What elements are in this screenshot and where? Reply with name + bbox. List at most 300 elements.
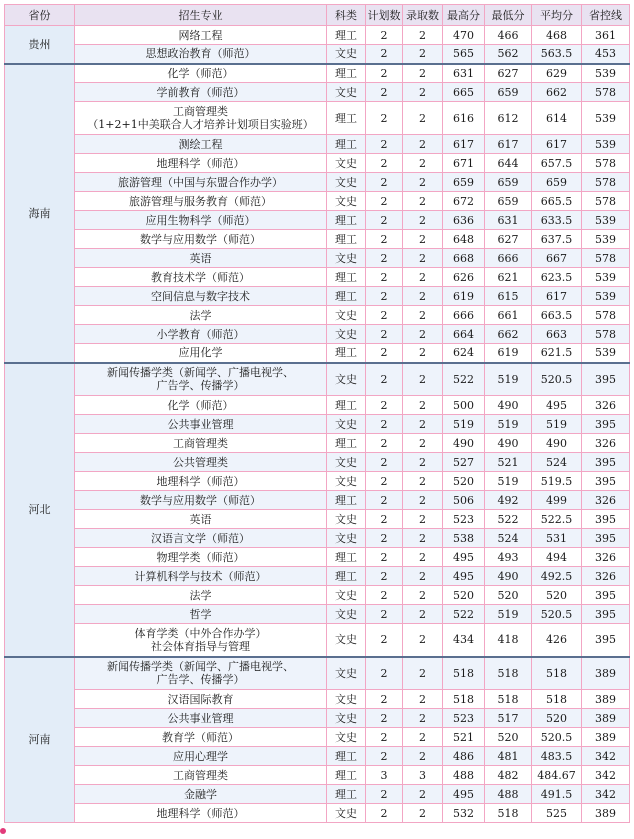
category-cell: 文史 — [327, 586, 366, 605]
control-line-cell: 578 — [582, 249, 630, 268]
category-cell: 文史 — [327, 83, 366, 102]
min-score-cell: 615 — [485, 287, 532, 306]
table-row — [5, 785, 630, 804]
admitted-cell: 2 — [403, 26, 443, 45]
major-cell — [75, 728, 327, 747]
major-line: 工商管理类 — [173, 768, 228, 782]
max-score-cell: 532 — [443, 804, 485, 823]
admission-score-table — [4, 4, 630, 823]
min-score-cell: 621 — [485, 268, 532, 287]
avg-score-cell: 637.5 — [532, 230, 582, 249]
max-score-cell: 626 — [443, 268, 485, 287]
admitted-cell: 3 — [403, 766, 443, 785]
major-line: 广告学、传播学） — [156, 379, 245, 393]
major-cell — [75, 491, 327, 510]
plan-cell: 2 — [366, 709, 403, 728]
control-line-cell: 389 — [582, 728, 630, 747]
major-cell — [75, 344, 327, 363]
max-score-cell: 523 — [443, 709, 485, 728]
control-line-cell: 326 — [582, 548, 630, 567]
plan-cell: 2 — [366, 249, 403, 268]
major-line: 地理科学（师范） — [156, 806, 245, 820]
max-score-cell: 506 — [443, 491, 485, 510]
max-score-cell: 522 — [443, 363, 485, 396]
max-score-cell: 616 — [443, 102, 485, 135]
admitted-cell: 2 — [403, 230, 443, 249]
min-score-cell: 619 — [485, 344, 532, 363]
admitted-cell: 2 — [403, 135, 443, 154]
max-score-cell: 624 — [443, 344, 485, 363]
max-score-cell: 495 — [443, 548, 485, 567]
category-cell: 文史 — [327, 709, 366, 728]
major-line: 数学与应用数学（师范） — [140, 493, 261, 507]
table-row — [5, 529, 630, 548]
control-line-cell: 578 — [582, 192, 630, 211]
admitted-cell: 2 — [403, 785, 443, 804]
control-line-cell: 395 — [582, 510, 630, 529]
avg-score-cell: 531 — [532, 529, 582, 548]
plan-cell: 2 — [366, 491, 403, 510]
avg-score-cell: 617 — [532, 287, 582, 306]
control-line-cell: 578 — [582, 83, 630, 102]
control-line-cell: 395 — [582, 453, 630, 472]
admitted-cell: 2 — [403, 249, 443, 268]
max-score-cell: 518 — [443, 657, 485, 690]
table-row — [5, 211, 630, 230]
avg-score-cell: 621.5 — [532, 344, 582, 363]
avg-score-cell: 518 — [532, 657, 582, 690]
category-cell: 文史 — [327, 728, 366, 747]
major-cell — [75, 396, 327, 415]
admitted-cell: 2 — [403, 567, 443, 586]
min-score-cell: 662 — [485, 325, 532, 344]
plan-cell: 2 — [366, 45, 403, 64]
max-score-cell: 664 — [443, 325, 485, 344]
admitted-cell: 2 — [403, 192, 443, 211]
page-corner-mark — [0, 828, 6, 834]
admitted-cell: 2 — [403, 728, 443, 747]
max-score-cell: 523 — [443, 510, 485, 529]
category-cell: 理工 — [327, 211, 366, 230]
control-line-cell: 395 — [582, 415, 630, 434]
avg-score-cell: 494 — [532, 548, 582, 567]
max-score-cell: 672 — [443, 192, 485, 211]
max-score-cell: 500 — [443, 396, 485, 415]
admitted-cell: 2 — [403, 363, 443, 396]
min-score-cell: 659 — [485, 83, 532, 102]
admitted-cell: 2 — [403, 344, 443, 363]
plan-cell: 2 — [366, 657, 403, 690]
plan-cell: 2 — [366, 306, 403, 325]
admitted-cell: 2 — [403, 415, 443, 434]
control-line-cell: 539 — [582, 64, 630, 83]
avg-score-cell: 499 — [532, 491, 582, 510]
category-cell: 理工 — [327, 102, 366, 135]
control-line-cell: 389 — [582, 690, 630, 709]
major-line: 地理科学（师范） — [156, 156, 245, 170]
min-score-cell: 518 — [485, 657, 532, 690]
category-cell: 文史 — [327, 154, 366, 173]
major-cell — [75, 605, 327, 624]
major-line: 应用生物科学（师范） — [145, 213, 256, 227]
control-line-cell: 389 — [582, 804, 630, 823]
admitted-cell: 2 — [403, 287, 443, 306]
table-row — [5, 249, 630, 268]
major-cell — [75, 325, 327, 344]
major-cell — [75, 249, 327, 268]
table-row — [5, 624, 630, 657]
table-row — [5, 45, 630, 64]
avg-score-cell: 525 — [532, 804, 582, 823]
table-row — [5, 472, 630, 491]
plan-cell: 2 — [366, 785, 403, 804]
major-cell — [75, 657, 327, 690]
category-cell: 理工 — [327, 567, 366, 586]
major-line: 工商管理类 — [173, 105, 228, 118]
control-line-cell: 395 — [582, 529, 630, 548]
major-line: 应用化学 — [178, 346, 223, 360]
major-line: 英语 — [189, 512, 212, 526]
max-score-cell: 486 — [443, 747, 485, 766]
table-row — [5, 230, 630, 249]
table-row — [5, 690, 630, 709]
min-score-cell: 519 — [485, 472, 532, 491]
avg-score-cell: 522.5 — [532, 510, 582, 529]
admitted-cell: 2 — [403, 173, 443, 192]
min-score-cell: 490 — [485, 567, 532, 586]
plan-cell: 2 — [366, 690, 403, 709]
major-cell — [75, 586, 327, 605]
major-line: 化学（师范） — [167, 398, 234, 412]
province-cell: 河北 — [5, 363, 75, 657]
control-line-cell: 395 — [582, 586, 630, 605]
avg-score-cell: 657.5 — [532, 154, 582, 173]
major-line: 法学 — [189, 308, 212, 322]
table-row — [5, 154, 630, 173]
header-row — [5, 5, 630, 26]
max-score-cell: 495 — [443, 567, 485, 586]
admitted-cell: 2 — [403, 211, 443, 230]
plan-cell: 2 — [366, 624, 403, 657]
avg-score-cell: 563.5 — [532, 45, 582, 64]
min-score-cell: 661 — [485, 306, 532, 325]
table-row — [5, 657, 630, 690]
major-line: 计算机科学与技术（师范） — [134, 569, 267, 583]
major-line: 测绘工程 — [178, 137, 223, 151]
plan-cell: 2 — [366, 26, 403, 45]
plan-cell: 3 — [366, 766, 403, 785]
control-line-cell: 326 — [582, 567, 630, 586]
control-line-cell: 326 — [582, 396, 630, 415]
avg-score-cell: 519.5 — [532, 472, 582, 491]
admitted-cell: 2 — [403, 472, 443, 491]
max-score-cell: 665 — [443, 83, 485, 102]
admitted-cell: 2 — [403, 709, 443, 728]
min-score-cell: 482 — [485, 766, 532, 785]
avg-score-cell: 524 — [532, 453, 582, 472]
category-cell: 理工 — [327, 230, 366, 249]
admitted-cell: 2 — [403, 491, 443, 510]
min-score-cell: 518 — [485, 804, 532, 823]
max-score-cell: 666 — [443, 306, 485, 325]
control-line-cell: 539 — [582, 344, 630, 363]
table-row — [5, 268, 630, 287]
plan-cell: 2 — [366, 135, 403, 154]
header-major: 招生专业 — [75, 5, 327, 26]
min-score-cell: 520 — [485, 586, 532, 605]
plan-cell: 2 — [366, 605, 403, 624]
major-line: 金融学 — [184, 787, 217, 801]
plan-cell: 2 — [366, 211, 403, 230]
major-cell — [75, 453, 327, 472]
min-score-cell: 520 — [485, 728, 532, 747]
major-line: 法学 — [189, 588, 212, 602]
major-cell — [75, 173, 327, 192]
avg-score-cell: 623.5 — [532, 268, 582, 287]
control-line-cell: 578 — [582, 306, 630, 325]
major-cell — [75, 26, 327, 45]
admitted-cell: 2 — [403, 586, 443, 605]
plan-cell: 2 — [366, 453, 403, 472]
max-score-cell: 565 — [443, 45, 485, 64]
header-min-score: 最低分 — [485, 5, 532, 26]
min-score-cell: 666 — [485, 249, 532, 268]
major-cell — [75, 102, 327, 135]
header-max-score: 最高分 — [443, 5, 485, 26]
control-line-cell: 326 — [582, 434, 630, 453]
control-line-cell: 389 — [582, 709, 630, 728]
plan-cell: 2 — [366, 472, 403, 491]
table-row — [5, 804, 630, 823]
control-line-cell: 395 — [582, 605, 630, 624]
plan-cell: 2 — [366, 804, 403, 823]
admitted-cell: 2 — [403, 268, 443, 287]
major-line: 小学教育（师范） — [156, 327, 245, 341]
header-avg-score: 平均分 — [532, 5, 582, 26]
min-score-cell: 519 — [485, 605, 532, 624]
category-cell: 文史 — [327, 192, 366, 211]
table-row — [5, 415, 630, 434]
avg-score-cell: 663 — [532, 325, 582, 344]
avg-score-cell: 468 — [532, 26, 582, 45]
category-cell: 理工 — [327, 344, 366, 363]
control-line-cell: 342 — [582, 766, 630, 785]
admitted-cell: 2 — [403, 529, 443, 548]
major-line: 学前教育（师范） — [156, 85, 245, 99]
major-cell — [75, 548, 327, 567]
major-cell — [75, 192, 327, 211]
avg-score-cell: 520.5 — [532, 728, 582, 747]
max-score-cell: 488 — [443, 766, 485, 785]
min-score-cell: 493 — [485, 548, 532, 567]
category-cell: 文史 — [327, 45, 366, 64]
max-score-cell: 519 — [443, 415, 485, 434]
major-line: 思想政治教育（师范） — [145, 47, 256, 61]
header-plan: 计划数 — [366, 5, 403, 26]
admitted-cell: 2 — [403, 605, 443, 624]
major-line: 应用心理学 — [173, 749, 228, 763]
min-score-cell: 418 — [485, 624, 532, 657]
max-score-cell: 671 — [443, 154, 485, 173]
plan-cell: 2 — [366, 510, 403, 529]
category-cell: 文史 — [327, 624, 366, 657]
control-line-cell: 539 — [582, 135, 630, 154]
major-cell — [75, 64, 327, 83]
major-line: 公共事业管理 — [167, 417, 234, 431]
min-score-cell: 522 — [485, 510, 532, 529]
category-cell: 文史 — [327, 173, 366, 192]
min-score-cell: 521 — [485, 453, 532, 472]
plan-cell: 2 — [366, 529, 403, 548]
category-cell: 理工 — [327, 287, 366, 306]
major-cell — [75, 363, 327, 396]
avg-score-cell: 483.5 — [532, 747, 582, 766]
major-line: 新闻传播学类（新闻学、广播电视学、 — [107, 366, 294, 380]
major-cell — [75, 154, 327, 173]
plan-cell: 2 — [366, 567, 403, 586]
major-line: （1+2+1中美联合人才培养计划项目实验班） — [87, 118, 314, 131]
major-line: 汉语言文学（师范） — [151, 531, 250, 545]
major-line: 公共管理类 — [173, 455, 228, 469]
max-score-cell: 668 — [443, 249, 485, 268]
control-line-cell: 539 — [582, 268, 630, 287]
table-row — [5, 491, 630, 510]
admitted-cell: 2 — [403, 396, 443, 415]
header-category: 科类 — [327, 5, 366, 26]
major-line: 工商管理类 — [173, 436, 228, 450]
avg-score-cell: 663.5 — [532, 306, 582, 325]
avg-score-cell: 520.5 — [532, 605, 582, 624]
plan-cell: 2 — [366, 728, 403, 747]
major-line: 公共事业管理 — [167, 711, 234, 725]
min-score-cell: 631 — [485, 211, 532, 230]
major-line: 社会体育指导与管理 — [151, 639, 250, 653]
control-line-cell: 389 — [582, 657, 630, 690]
min-score-cell: 659 — [485, 192, 532, 211]
max-score-cell: 520 — [443, 472, 485, 491]
plan-cell: 2 — [366, 230, 403, 249]
table-row — [5, 173, 630, 192]
plan-cell: 2 — [366, 173, 403, 192]
category-cell: 文史 — [327, 510, 366, 529]
plan-cell: 2 — [366, 102, 403, 135]
min-score-cell: 617 — [485, 135, 532, 154]
major-cell — [75, 529, 327, 548]
major-line: 体育学类（中外合作办学） — [134, 626, 267, 640]
major-cell — [75, 472, 327, 491]
category-cell: 理工 — [327, 26, 366, 45]
category-cell: 文史 — [327, 690, 366, 709]
major-cell — [75, 510, 327, 529]
major-cell — [75, 415, 327, 434]
table-row — [5, 306, 630, 325]
admitted-cell: 2 — [403, 510, 443, 529]
admitted-cell: 2 — [403, 306, 443, 325]
min-score-cell: 488 — [485, 785, 532, 804]
avg-score-cell: 662 — [532, 83, 582, 102]
control-line-cell: 395 — [582, 472, 630, 491]
max-score-cell: 470 — [443, 26, 485, 45]
major-line: 广告学、传播学） — [156, 673, 245, 687]
control-line-cell: 578 — [582, 325, 630, 344]
admitted-cell: 2 — [403, 45, 443, 64]
min-score-cell: 562 — [485, 45, 532, 64]
major-cell — [75, 709, 327, 728]
category-cell: 文史 — [327, 605, 366, 624]
major-line: 地理科学（师范） — [156, 474, 245, 488]
major-line: 教育技术学（师范） — [151, 270, 250, 284]
plan-cell: 2 — [366, 192, 403, 211]
table-row — [5, 510, 630, 529]
admitted-cell: 2 — [403, 64, 443, 83]
major-line: 化学（师范） — [167, 66, 234, 80]
plan-cell: 2 — [366, 268, 403, 287]
control-line-cell: 578 — [582, 154, 630, 173]
major-line: 教育学（师范） — [162, 730, 239, 744]
table-row — [5, 396, 630, 415]
avg-score-cell: 617 — [532, 135, 582, 154]
category-cell: 文史 — [327, 804, 366, 823]
table-row — [5, 548, 630, 567]
table-body — [5, 26, 630, 823]
admitted-cell: 2 — [403, 657, 443, 690]
major-cell — [75, 135, 327, 154]
plan-cell: 2 — [366, 287, 403, 306]
avg-score-cell: 659 — [532, 173, 582, 192]
major-cell — [75, 230, 327, 249]
plan-cell: 2 — [366, 64, 403, 83]
max-score-cell: 490 — [443, 434, 485, 453]
admitted-cell: 2 — [403, 83, 443, 102]
admitted-cell: 2 — [403, 453, 443, 472]
max-score-cell: 527 — [443, 453, 485, 472]
table-row — [5, 64, 630, 83]
table-row — [5, 766, 630, 785]
category-cell: 理工 — [327, 785, 366, 804]
major-cell — [75, 83, 327, 102]
category-cell: 文史 — [327, 249, 366, 268]
min-score-cell: 517 — [485, 709, 532, 728]
min-score-cell: 612 — [485, 102, 532, 135]
plan-cell: 2 — [366, 83, 403, 102]
major-line: 网络工程 — [178, 28, 223, 42]
admission-table-container — [4, 4, 630, 823]
avg-score-cell: 520.5 — [532, 363, 582, 396]
max-score-cell: 521 — [443, 728, 485, 747]
major-line: 英语 — [189, 251, 212, 265]
avg-score-cell: 629 — [532, 64, 582, 83]
control-line-cell: 395 — [582, 363, 630, 396]
table-row — [5, 325, 630, 344]
major-cell — [75, 45, 327, 64]
category-cell: 理工 — [327, 747, 366, 766]
avg-score-cell: 667 — [532, 249, 582, 268]
major-line: 空间信息与数字技术 — [151, 289, 250, 303]
min-score-cell: 627 — [485, 230, 532, 249]
category-cell: 文史 — [327, 306, 366, 325]
major-line: 汉语国际教育 — [167, 692, 234, 706]
control-line-cell: 539 — [582, 211, 630, 230]
avg-score-cell: 492.5 — [532, 567, 582, 586]
min-score-cell: 644 — [485, 154, 532, 173]
table-row — [5, 192, 630, 211]
major-cell — [75, 306, 327, 325]
admitted-cell: 2 — [403, 548, 443, 567]
plan-cell: 2 — [366, 415, 403, 434]
major-line: 物理学类（师范） — [156, 550, 245, 564]
plan-cell: 2 — [366, 548, 403, 567]
max-score-cell: 631 — [443, 64, 485, 83]
